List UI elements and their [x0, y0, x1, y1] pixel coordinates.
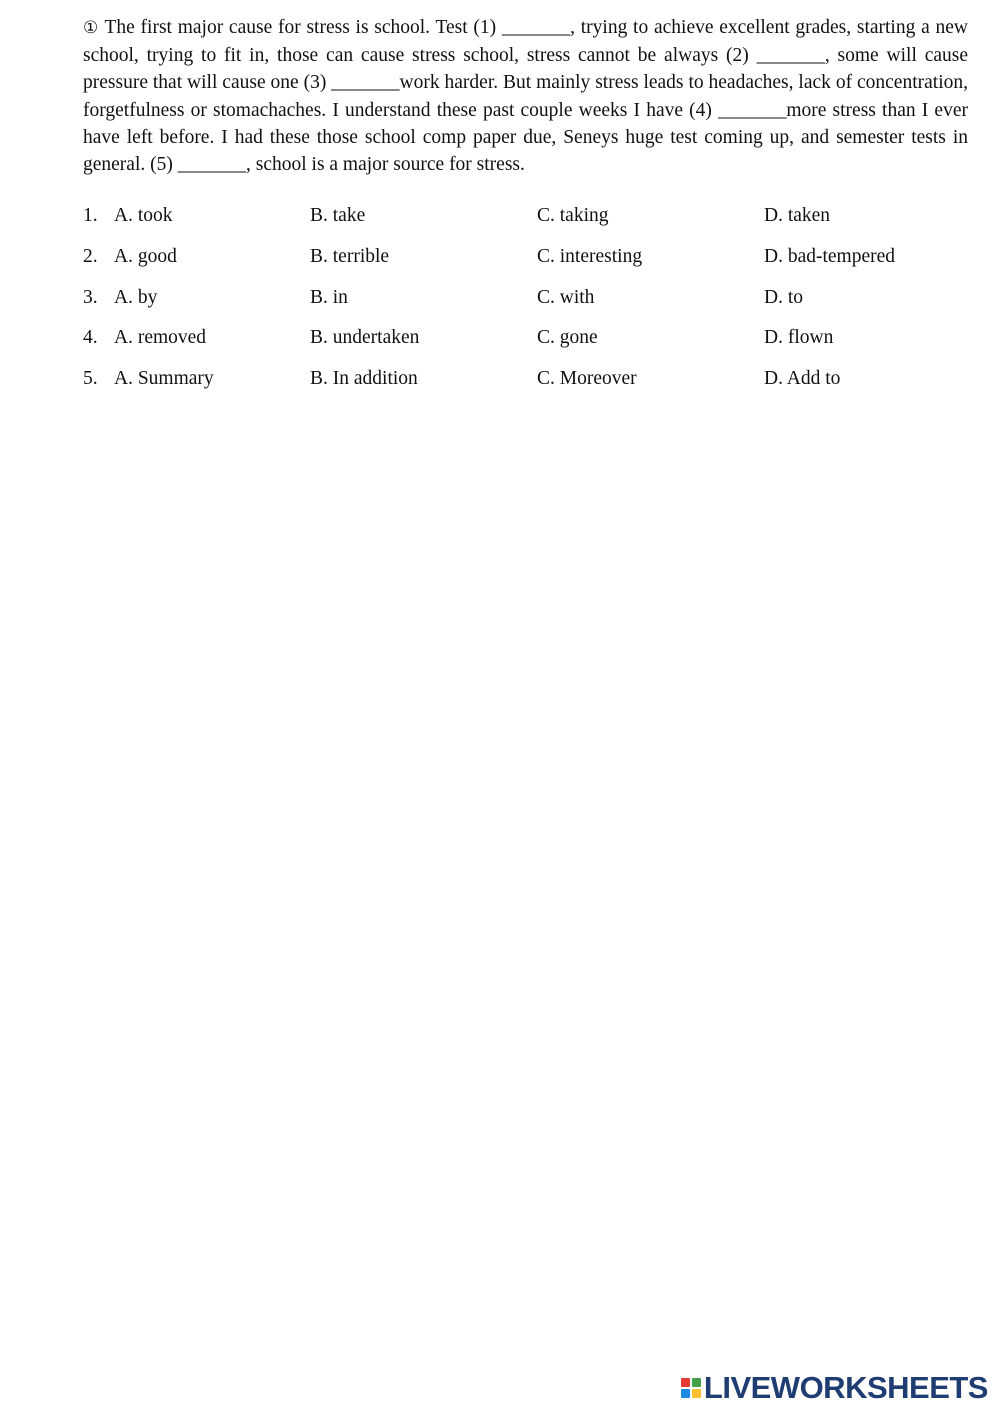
- logo-square: [681, 1378, 690, 1387]
- option-b[interactable]: B. take: [310, 205, 366, 226]
- option-d[interactable]: D. Add to: [764, 368, 841, 390]
- reading-passage: [83, 14, 968, 178]
- option-d[interactable]: D. flown: [764, 327, 834, 349]
- option-a[interactable]: A. removed: [114, 327, 207, 349]
- question-number: 4.: [83, 327, 98, 349]
- option-c[interactable]: C. with: [537, 286, 595, 308]
- option-c[interactable]: C. Moreover: [537, 368, 637, 390]
- option-a[interactable]: A. by: [114, 286, 158, 308]
- option-b[interactable]: B. undertaken: [310, 327, 420, 349]
- logo-square: [692, 1389, 701, 1398]
- question-number: 3.: [83, 286, 98, 308]
- logo-text: LIVEWORKSHEETS: [703, 1370, 988, 1405]
- logo-square: [681, 1389, 690, 1398]
- option-d[interactable]: D. bad-tempered: [764, 245, 896, 267]
- question-number: 2.: [83, 245, 98, 267]
- option-c[interactable]: C. interesting: [537, 245, 643, 267]
- option-d[interactable]: D. taken: [764, 205, 831, 226]
- passage-text: The first major cause for stress is school. Test (1) _______, trying to achieve excellent grades, starting a new school, trying to fit in, those can cause stress school, stress cannot be always (2) _______, some will cause pressure that will cause one (3) _______work harder. But mainly stress leads to headaches, lack of concentration, forgetfulness or stomachaches. I understand these past couple weeks I have (4) _______more stress than I ever have left before. I had these those school comp paper due, Seneys huge test coming up, and semester tests in general. (5) _______, school is a major source for stress.: [83, 17, 968, 176]
- question-row: [83, 246, 968, 287]
- question-number: 5.: [83, 368, 98, 390]
- question-list: [83, 205, 968, 409]
- question-row: [83, 287, 968, 328]
- option-b[interactable]: B. in: [310, 286, 348, 308]
- question-row: [83, 205, 968, 246]
- option-b[interactable]: B. In addition: [310, 368, 418, 390]
- question-row: [83, 327, 968, 368]
- option-a[interactable]: A. good: [114, 245, 177, 267]
- option-d[interactable]: D. to: [764, 286, 803, 308]
- liveworksheets-logo[interactable]: [681, 1372, 988, 1403]
- option-c[interactable]: C. gone: [537, 327, 598, 349]
- question-number: 1.: [83, 205, 98, 226]
- option-a[interactable]: A. took: [114, 205, 173, 226]
- option-a[interactable]: A. Summary: [114, 368, 214, 390]
- option-c[interactable]: C. taking: [537, 205, 609, 226]
- logo-square: [692, 1378, 701, 1387]
- question-row: [83, 368, 968, 409]
- circled-number-marker: ①: [83, 18, 100, 38]
- option-b[interactable]: B. terrible: [310, 245, 390, 267]
- liveworksheets-logo-icon: [681, 1378, 701, 1398]
